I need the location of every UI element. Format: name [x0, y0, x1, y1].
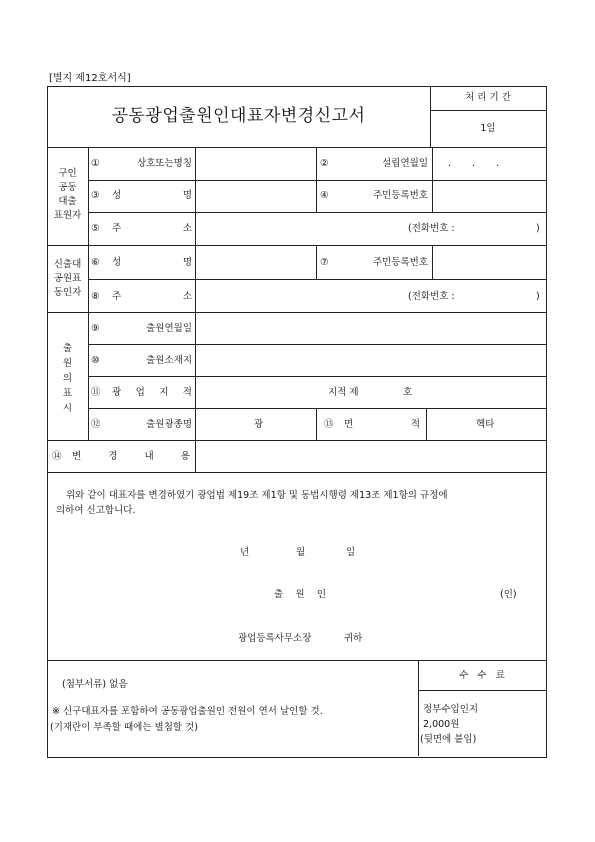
applicant-label: 출 원 인	[274, 589, 326, 600]
form-number-label: [별지 제12호서식]	[49, 73, 131, 84]
divider	[88, 147, 89, 440]
field-number: ⑨	[91, 323, 100, 334]
mineral-type-unit: 광	[254, 419, 264, 430]
name-field[interactable]	[196, 181, 315, 211]
phone-close: )	[536, 291, 540, 302]
field-number: ②	[320, 158, 329, 169]
divider	[426, 408, 427, 440]
business-name-label: 상호또는명칭	[136, 158, 192, 169]
divider	[88, 376, 546, 377]
section-new-representative-label: 신출대 공원표 동인자	[53, 259, 82, 298]
resident-number-field[interactable]	[433, 181, 545, 211]
field-number: ⑦	[320, 257, 329, 268]
processing-period-value: 1일	[480, 123, 496, 134]
form-title: 공동광업출원인대표자변경신고서	[111, 106, 366, 126]
new-name-label: 성 명	[112, 257, 192, 268]
section-application-label: 출 원 의 표 시	[62, 343, 73, 414]
divider	[316, 408, 317, 440]
field-number: ⑥	[91, 257, 100, 268]
field-number: ⑩	[91, 355, 100, 366]
address-field[interactable]	[196, 213, 396, 244]
fee-header: 수 수 료	[459, 670, 505, 681]
date-day-label: 일	[346, 547, 356, 558]
mining-cadastral-label: 광 업 지 적	[112, 387, 192, 398]
area-unit: 헥타	[476, 419, 495, 430]
divider	[47, 660, 546, 661]
establishment-date-label: 설립연월일	[382, 158, 428, 169]
divider	[316, 245, 317, 279]
field-number: ④	[320, 190, 329, 201]
area-label: 면 적	[344, 419, 420, 430]
divider	[430, 110, 546, 111]
establishment-date-field[interactable]: . . .	[448, 158, 500, 169]
divider	[88, 408, 546, 409]
new-resident-number-field[interactable]	[433, 246, 545, 278]
supplement-note: (기재란이 부족할 때에는 별첨할 것)	[50, 722, 198, 733]
seal-mark: (인)	[500, 589, 517, 600]
change-content-field[interactable]	[196, 441, 545, 471]
phone-close: )	[536, 223, 540, 234]
resident-number-label: 주민등록번호	[372, 190, 428, 201]
field-number: ③	[91, 190, 100, 201]
signing-note: ※ 신구대표자를 포함하여 공동광업출원인 전원이 연서 날인할 것.	[52, 706, 323, 717]
honorific: 귀하	[344, 633, 363, 644]
name-label: 성 명	[112, 190, 192, 201]
application-location-label: 출원소재지	[146, 355, 192, 366]
cadastral-number-suffix: 호	[403, 387, 413, 398]
cadastral-number-prefix: 지적 제	[328, 387, 359, 398]
field-number: ①	[91, 158, 100, 169]
application-location-field[interactable]	[196, 345, 545, 375]
date-year-label: 년	[240, 547, 250, 558]
field-number: ⑬	[324, 419, 334, 430]
divider	[418, 690, 546, 691]
field-number: ⑪	[91, 387, 101, 398]
field-number: ⑤	[91, 223, 100, 234]
new-address-field[interactable]	[196, 280, 396, 311]
field-number: ⑫	[91, 419, 101, 430]
business-name-field[interactable]	[196, 148, 315, 179]
divider	[316, 147, 317, 212]
section-old-representative-label: 구인 공동 대출 표원자	[53, 168, 82, 221]
declaration-text-line2: 의하여 신고합니다.	[56, 505, 136, 516]
phone-label: (전화번호 :	[408, 223, 455, 234]
address-label: 주 소	[112, 223, 192, 234]
divider	[47, 472, 546, 473]
fee-amount: 2,000원	[423, 719, 460, 730]
field-number: ⑭	[52, 451, 62, 462]
fee-stamp-label: 정부수입인지	[423, 704, 479, 715]
fee-attach-note: (뒷면에 붙임)	[420, 734, 477, 745]
processing-period-header: 처 리 기 간	[465, 92, 511, 103]
change-content-label: 변 경 내 용	[72, 451, 190, 462]
new-name-field[interactable]	[196, 246, 315, 278]
date-month-label: 월	[296, 547, 306, 558]
declaration-text-line1: 위와 같이 대표자를 변경하였기 광업법 제19조 제1항 및 동법시행령 제13조 제1항의 규정에	[66, 490, 448, 501]
new-resident-number-label: 주민등록번호	[372, 257, 428, 268]
new-address-label: 주 소	[112, 291, 192, 302]
field-number: ⑧	[91, 291, 100, 302]
application-date-label: 출원연월일	[146, 323, 192, 334]
application-date-field[interactable]	[196, 313, 545, 343]
addressee: 광업등록사무소장	[238, 633, 312, 644]
phone-label: (전화번호 :	[408, 291, 455, 302]
mineral-type-label: 출원광종명	[146, 419, 192, 430]
attachments-label: (첨부서류) 없음	[62, 679, 128, 690]
